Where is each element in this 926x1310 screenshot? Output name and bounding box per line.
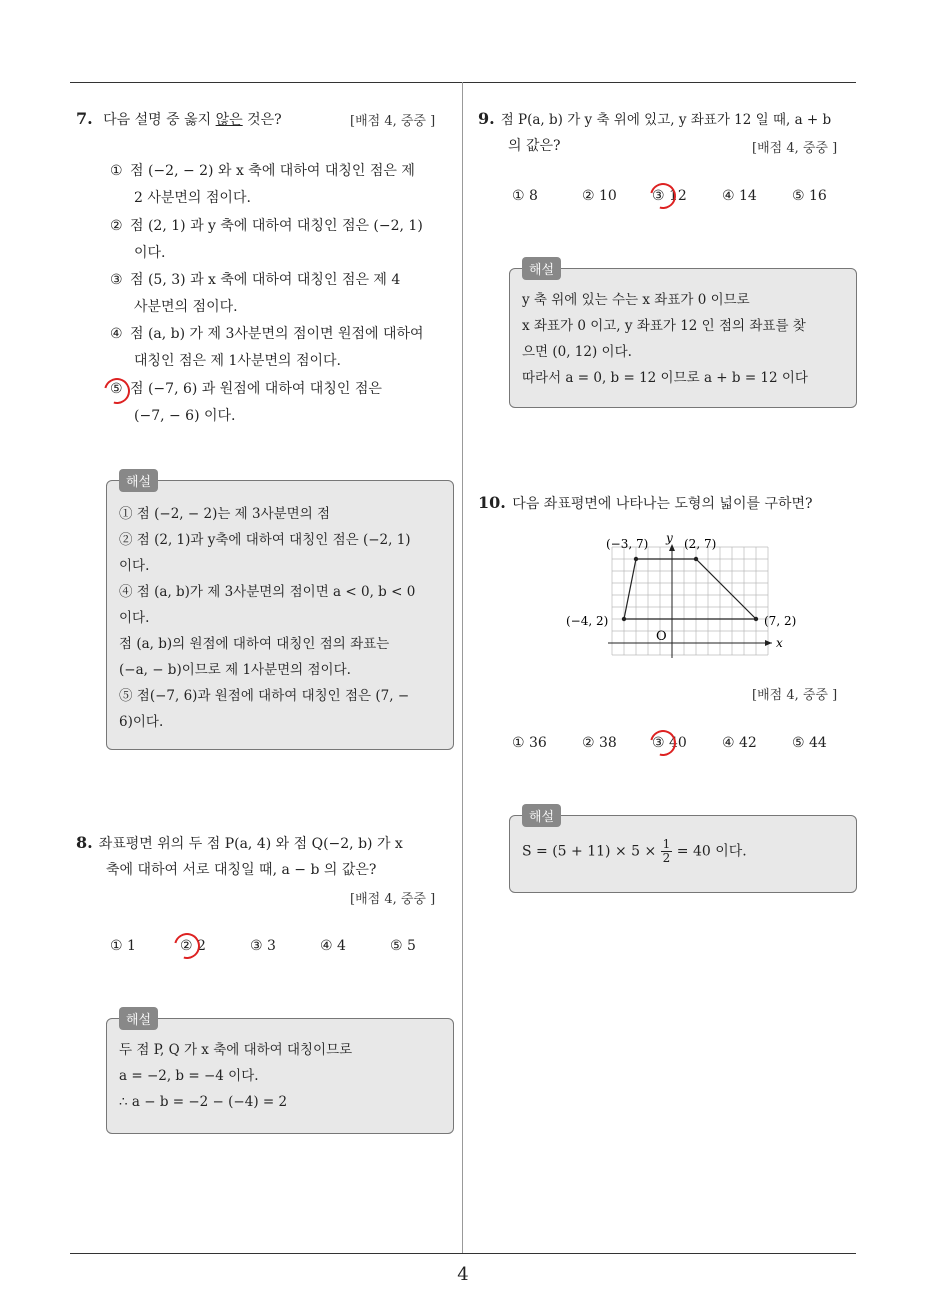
solution-tag: 해설 [119, 1007, 158, 1030]
question-text: 좌표평면 위의 두 점 P(a, 4) 와 점 Q(−2, b) 가 x [98, 836, 403, 852]
choice-3[interactable]: ③ 12 [652, 188, 687, 204]
solution-box-10 [509, 810, 857, 893]
question-text: 다음 설명 중 옳지 않은 것은? [103, 112, 282, 128]
vertex-point [694, 557, 698, 561]
solution-formula-b: = 40 이다. [672, 843, 747, 860]
choice-5[interactable]: ⑤ 44 [792, 735, 827, 751]
solution-formula-a: S = (5 + 11) × 5 × [522, 843, 661, 860]
option-3[interactable]: ③ 점 (5, 3) 과 x 축에 대하여 대칭인 점은 제 4 사분면의 점이다. [110, 272, 401, 315]
question-meta: [배점 4, 중중 ] [752, 688, 838, 703]
choice-2[interactable]: ② 2 [180, 938, 206, 954]
answer-mark-circle [169, 928, 205, 964]
column-divider [462, 82, 463, 1254]
question-number: 9. [478, 109, 495, 128]
question-number: 7. [76, 109, 93, 128]
question-10 [478, 490, 858, 517]
y-axis-arrow [669, 544, 675, 551]
question-text: 의 값은? [508, 138, 561, 154]
origin-label: O [656, 629, 667, 644]
x-axis-arrow [765, 640, 772, 646]
bottom-rule [70, 1253, 856, 1254]
choice-2[interactable]: ② 38 [582, 735, 617, 751]
option-5[interactable]: ⑤ 점 (−7, 6) 과 원점에 대하여 대칭인 점은 (−7, − 6) 이다. [110, 381, 382, 424]
choice-1[interactable]: ① 36 [512, 735, 547, 751]
solution-line: ② 점 (2, 1)과 y축에 대하여 대칭인 점은 (−2, 1) [119, 532, 411, 548]
solution-line: 두 점 P, Q 가 x 축에 대하여 대칭이므로 [119, 1042, 353, 1058]
solution-line: 따라서 a = 0, b = 12 이므로 a + b = 12 이다 [522, 370, 808, 386]
solution-line: (−a, − b)이므로 제 1사분면의 점이다. [119, 662, 351, 678]
fraction: $\frac{1}{2}$ [662, 837, 671, 865]
page-number: 4 [457, 1264, 469, 1285]
solution-line: ① 점 (−2, − 2)는 제 3사분면의 점 [119, 506, 331, 522]
answer-mark-circle [645, 725, 681, 761]
choice-5[interactable]: ⑤ 5 [390, 938, 416, 954]
vertex-point [754, 617, 758, 621]
trapezoid-shape [624, 559, 756, 619]
vertex-point [622, 617, 626, 621]
solution-line: 이다. [119, 558, 150, 574]
choice-2[interactable]: ② 10 [582, 188, 617, 204]
top-rule [70, 82, 856, 83]
answer-mark-circle [645, 178, 681, 214]
solution-box-7 [106, 475, 454, 750]
label-minus3-7: (−3, 7) [606, 537, 649, 551]
y-axis-label: y [666, 531, 673, 545]
choice-4[interactable]: ④ 14 [722, 188, 757, 204]
option-4[interactable]: ④ 점 (a, b) 가 제 3사분면의 점이면 원점에 대하여 대칭인 점은 제 1사분면의 점이다. [110, 326, 424, 369]
choice-4[interactable]: ④ 42 [722, 735, 757, 751]
question-text: 다음 좌표평면에 나타나는 도형의 넓이를 구하면? [512, 496, 813, 512]
solution-box-9 [509, 263, 857, 408]
solution-line: ∴ a − b = −2 − (−4) = 2 [119, 1094, 288, 1110]
solution-line: 6)이다. [119, 714, 164, 730]
label-minus4-2: (−4, 2) [566, 614, 609, 628]
choice-1[interactable]: ① 1 [110, 938, 136, 954]
question-meta: [배점 4, 중중 ] [350, 114, 436, 129]
solution-line: ④ 점 (a, b)가 제 3사분면의 점이면 a < 0, b < 0 [119, 584, 416, 600]
solution-line: 으면 (0, 12) 이다. [522, 344, 632, 360]
solution-line: 점 (a, b)의 원점에 대하여 대칭인 점의 좌표는 [119, 636, 390, 652]
question-text: 축에 대하여 서로 대칭일 때, a − b 의 값은? [106, 862, 377, 878]
question-number: 10. [478, 493, 506, 512]
option-1[interactable]: ① 점 (−2, − 2) 와 x 축에 대하여 대칭인 점은 제 2 사분면의 점이다. [110, 163, 415, 206]
option-2[interactable]: ② 점 (2, 1) 과 y 축에 대하여 대칭인 점은 (−2, 1) 이다. [110, 218, 423, 261]
choice-3[interactable]: ③ 40 [652, 735, 687, 751]
choice-5[interactable]: ⑤ 16 [792, 188, 827, 204]
question-text: 점 P(a, b) 가 y 축 위에 있고, y 좌표가 12 일 때, a + b [500, 112, 832, 128]
question-8 [76, 830, 456, 883]
solution-line: a = −2, b = −4 이다. [119, 1068, 259, 1084]
solution-line: 이다. [119, 610, 150, 626]
question-number: 8. [76, 833, 93, 852]
solution-line: y 축 위에 있는 수는 x 좌표가 0 이므로 [522, 292, 750, 308]
coordinate-figure [560, 530, 820, 670]
label-2-7: (2, 7) [684, 537, 717, 551]
solution-tag: 해설 [522, 804, 561, 827]
solution-tag: 해설 [522, 257, 561, 280]
label-7-2: (7, 2) [764, 614, 797, 628]
solution-line: ⑤ 점(−7, 6)과 원점에 대하여 대칭인 점은 (7, − [119, 688, 410, 704]
choice-3[interactable]: ③ 3 [250, 938, 276, 954]
solution-box-8 [106, 1013, 454, 1134]
question-meta: [배점 4, 중중 ] [350, 892, 436, 907]
x-axis-label: x [776, 636, 783, 650]
vertex-points [622, 557, 758, 621]
choice-1[interactable]: ① 8 [512, 188, 538, 204]
solution-tag: 해설 [119, 469, 158, 492]
choice-4[interactable]: ④ 4 [320, 938, 346, 954]
vertex-point [634, 557, 638, 561]
solution-line: x 좌표가 0 이고, y 좌표가 12 인 점의 좌표를 찾 [522, 318, 806, 334]
question-meta: [배점 4, 중중 ] [752, 141, 838, 156]
